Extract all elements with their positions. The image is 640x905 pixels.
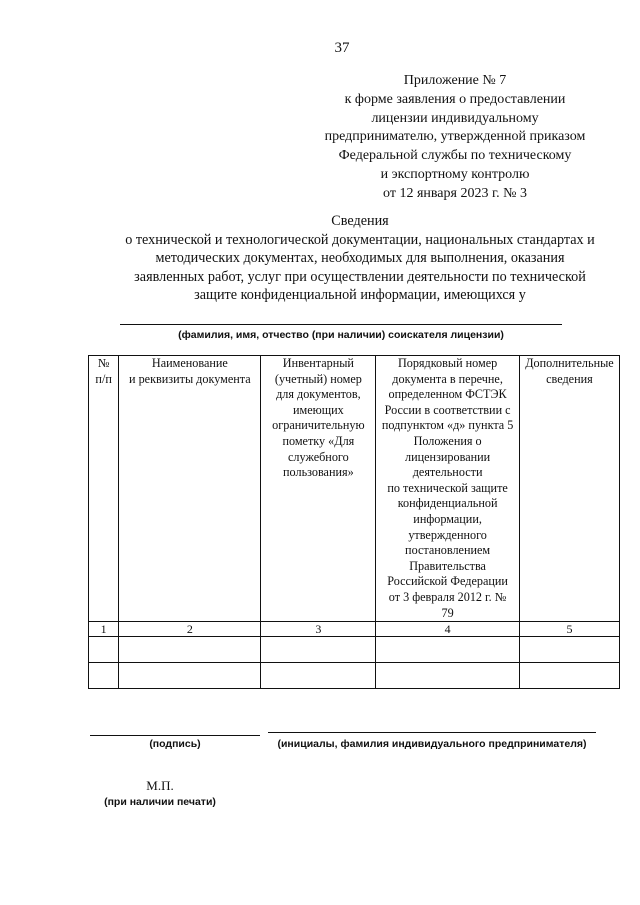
table-cell [519,663,619,689]
table-cell [261,663,376,689]
signature-line [90,735,260,736]
column-number-cell: 4 [376,622,520,637]
appendix-block [290,72,620,204]
table-cell [119,663,261,689]
heading-line: заявленных работ, услуг при осуществлении деятельности по технической [134,268,586,285]
column-number-cell: 1 [89,622,119,637]
name-caption: (инициалы, фамилия индивидуального предпринимателя) [277,738,587,750]
heading-title: Сведения [331,213,389,229]
header-list-number [376,356,520,622]
table-cell [519,637,619,663]
header-list-number-text: Порядковый номер документа в перечне, определенном ФСТЭК России в соответствии с подпунктом «д» пункта 5 Положения о лицензировании деятельности по технической защите конфиденциальной информации, утвержденного постановлением Правительства Российской Федерации от 3 февраля 2012 г. № 79 [381,356,514,620]
signature-caption: (подпись) [149,738,201,750]
appendix-line: и экспортному контролю [380,166,530,182]
page-number: 37 [334,40,350,56]
column-number-row [89,622,620,637]
header-document-name-text: Наименование и реквизиты документа [129,356,251,386]
stamp-label: М.П. [146,778,174,793]
table-cell [376,637,520,663]
heading-line: защите конфиденциальной информации, имеющихся у [194,287,526,303]
header-document-name [119,356,261,622]
stamp-caption: (при наличии печати) [104,796,216,808]
header-number-text: № п/п [95,356,112,386]
column-number-cell: 2 [119,622,261,637]
applicant-name-line [120,324,562,325]
name-line [268,732,596,733]
table-row [89,663,620,689]
table-cell [261,637,376,663]
heading-line: о технической и технологической документации, национальных стандартах и [125,231,595,248]
appendix-line: лицензии индивидуальному [371,110,539,126]
table-row [89,637,620,663]
header-inventory-number [261,356,376,622]
appendix-line: к форме заявления о предоставлении [344,91,566,107]
column-number-cell: 3 [261,622,376,637]
appendix-line: предпринимателю, утвержденной приказом [324,129,586,145]
header-additional-info [519,356,619,622]
appendix-line: Федеральной службы по техническому [338,148,572,164]
table-header-row [89,356,620,622]
header-inventory-number-text: Инвентарный (учетный) номер для документов, имеющих ограничительную пометку «Для служебного пользования» [272,356,365,480]
appendix-line: Приложение № 7 [403,73,507,88]
header-number [89,356,119,622]
header-additional-info-text: Дополнительные сведения [525,356,614,386]
heading-line: методических документах, необходимых для выполнения, оказания [155,250,565,266]
table-cell [89,637,119,663]
documents-table [88,355,620,689]
document-heading [60,212,640,305]
table-cell [119,637,261,663]
table-cell [376,663,520,689]
applicant-caption: (фамилия, имя, отчество (при наличии) соискателя лицензии) [178,329,504,341]
column-number-cell: 5 [519,622,619,637]
table-cell [89,663,119,689]
appendix-line: от 12 января 2023 г. № 3 [383,185,527,201]
